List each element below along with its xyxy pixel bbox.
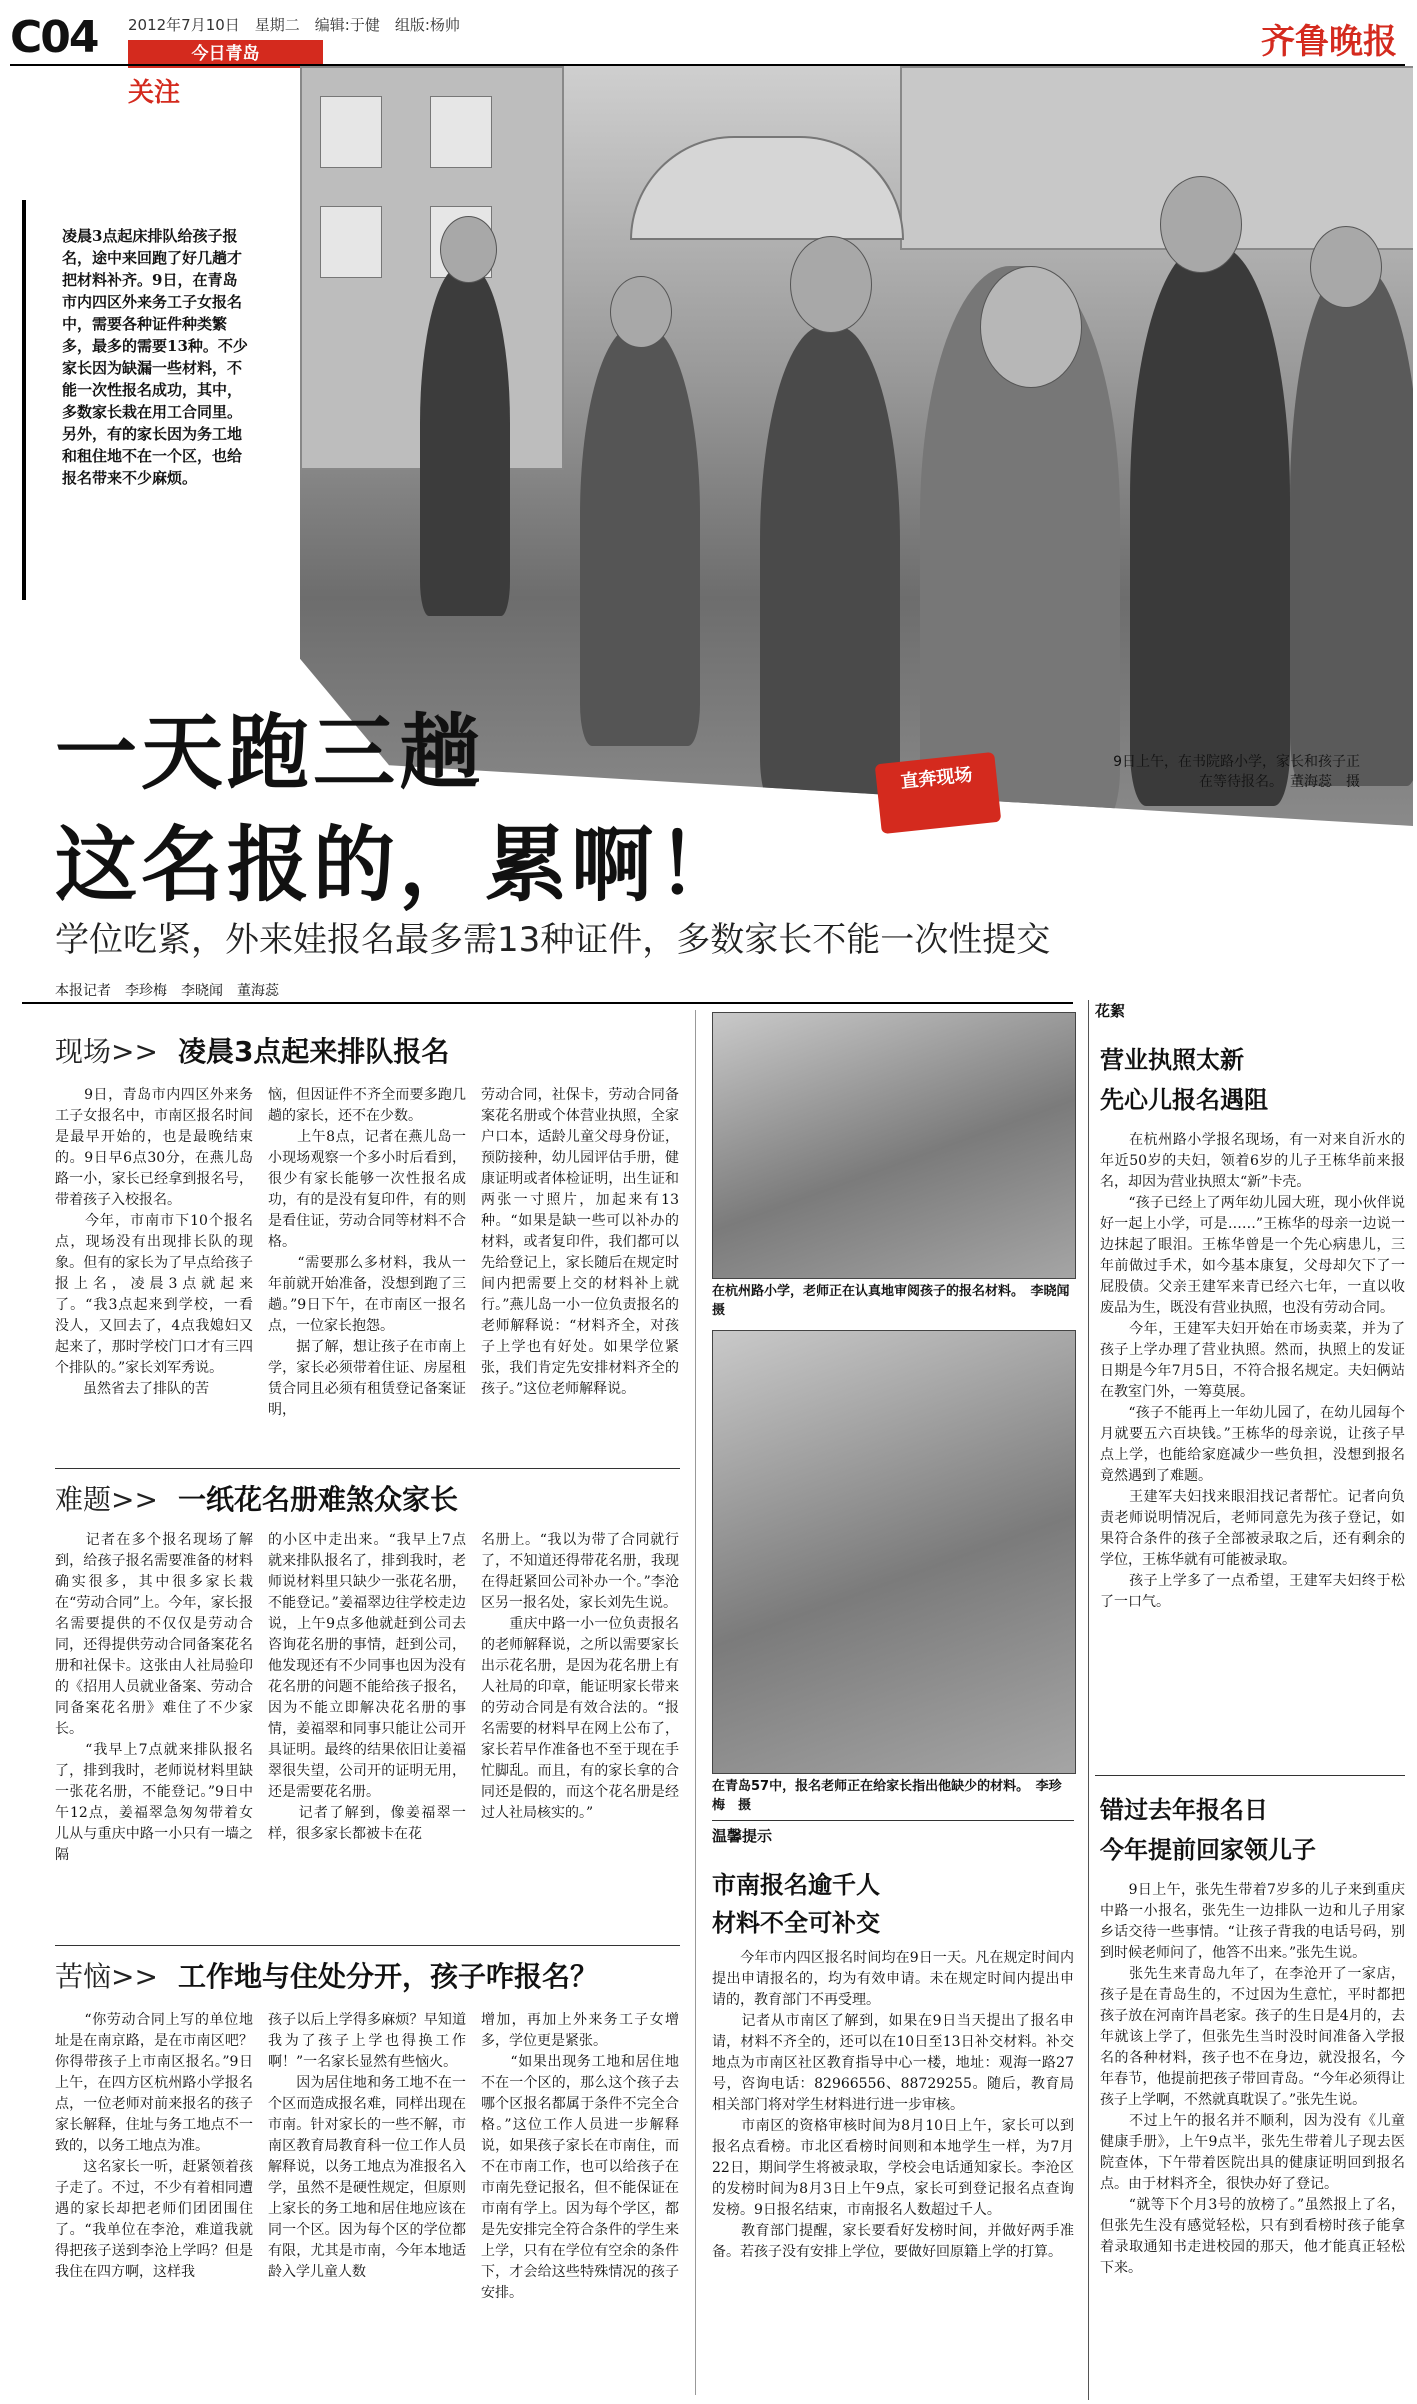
section-title: 一纸花名册难煞众家长	[177, 1483, 458, 1516]
section-rule	[55, 1945, 680, 1946]
section-head-3	[55, 1955, 598, 1995]
section-title: 工作地与住处分开，孩子咋报名？	[177, 1960, 598, 1993]
sidebar-story-1: 在杭州路小学报名现场，有一对来自沂水的年近50岁的夫妇，领着6岁的儿子王栋华前来报名，却因为营业执照太“新”卡壳。 “孩子已经上了两年幼儿园大班，现小伙伴说好一起上小学，可是……”王栋华的母亲一边说一边抹起了眼泪。王栋华曾是一个先心病患儿，三年前做过手术，如今基本康复，父母却欠下了一屁股债。父亲王建军来青已经六七年，一直以收废品为生，既没有营业执照，也没有劳动合同。 今年，王建军夫妇开始在市场卖菜，并为了孩子上学办理了营业执照。然而，执照上的发证日期是今年7月5日，不符合报名规定。夫妇俩站在教室门外，一筹莫展。 “孩子不能再上一年幼儿园了，在幼儿园每个月就要五六百块钱。”王栋华的母亲说，让孩子早点上学，也能给家庭减少一些负担，没想到报名竟然遇到了难题。 王建军夫妇找来眼泪找记者帮忙。记者向负责老师说明情况后，老师同意先为孩子登记，如果符合条件的孩子全部被录取之后，还有剩余的学位，王栋华就有可能被录取。 孩子上学多了一点希望，王建军夫妇终于松了一口气。	[1100, 1132, 1405, 1610]
face	[1160, 176, 1242, 273]
face	[790, 236, 872, 333]
article-column: 孩子以后上学得多麻烦？早知道我为了孩子上学也得换工作啊！”一名家长显然有些恼火。 因为居住地和务工地不在一个区而造成报名难，同样出现在市南。针对家长的一些不解，市南区教育局教育科一位工作人员解释说，以务工地点为准报名入学，虽然不是硬性规定，但原则上家长的务工地和居住地应该在同一个区。因为每个区的学位都有限，尤其是市南，今年本地适龄入学儿童人数	[268, 2012, 466, 2280]
article-column: 记者在多个报名现场了解到，给孩子报名需要准备的材料确实很多，其中很多家长栽在“劳动合同”上。今年，家长报名需要提供的不仅仅是劳动合同，还得提供劳动合同备案花名册和社保卡。这张由人社局验印的《招用人员就业备案、劳动合同备案花名册》难住了不少家长。 “我早上7点就来排队报名了，排到我时，老师说材料里缺一张花名册，不能登记。”9日中午12点，姜福翠急匆匆带着女儿从与重庆中路一小只有一墙之隔	[55, 1532, 253, 1863]
sidebar-headline-2b: 今年提前回家领儿子	[1100, 1836, 1316, 1864]
tip-label: 温馨提示	[712, 1827, 773, 1845]
header-rule	[10, 64, 1405, 66]
column-rule	[695, 1010, 696, 2395]
article-column: 名册上。“我以为带了合同就行了，不知道还得带花名册，我现在得赶紧回公司补办一个。”李沧区另一报名处，家长刘先生说。 重庆中路一小一位负责报名的老师解释说，之所以需要家长出示花名册，是因为花名册上有人社局的印章，能证明家长带来的劳动合同是有效合法的。“报名需要的材料早在网上公布了，家长若早作准备也不至于现在手忙脚乱。而且，有的家长拿的合同还是假的，而这个花名册是经过人社局核实的。”	[481, 1532, 679, 1821]
sidebar-label: 花絮	[1095, 1002, 1126, 1020]
face	[610, 276, 672, 348]
face	[980, 266, 1082, 388]
umbrella	[630, 136, 904, 240]
sidebar-story-2: 9日上午，张先生带着7岁多的儿子来到重庆中路一小报名，张先生一边排队一边和儿子用家乡话交待一些事情。“让孩子背我的电话号码，别到时候老师问了，他答不出来。”张先生说。 张先生来青岛九年了，在李沧开了一家店，孩子是在青岛生的，不过因为生意忙，平时都把孩子放在河南许昌老家。孩子的生日是4月的，去年就该上学了，但张先生当时没时间准备入学报名的各种材料，孩子也不在身边，就没报名，今年春节，他提前把孩子带回青岛。“今年必须得让孩子上学啊，不然就真耽误了。”张先生说。 不过上午的报名并不顺利，因为没有《儿童健康手册》，上午9点半，张先生带着儿子现去医院查体，下午带着医院出具的健康证明回到报名点。由于材料齐全，很快办好了登记。 “就等下个月3号的放榜了。”虽然报上了名，但张先生没有感觉轻松，只有到看榜时孩子能拿着录取通知书走进校园的那天，他才能真正轻松下来。	[1100, 1882, 1405, 2276]
section-title: 凌晨3点起来排队报名	[177, 1035, 450, 1068]
tip-headline-2: 材料不全可补交	[712, 1909, 880, 1937]
headline-line-1: 一天跑三趟	[55, 705, 486, 801]
person	[1290, 266, 1413, 786]
article-column: 的小区中走出来。“我早上7点就来排队报名了，排到我时，老师说材料里只缺少一张花名册，不能登记。”姜福翠边往学校走边说，上午9点多他就赶到公司去咨询花名册的事情，赶到公司，他发现还有不少同事也因为没有花名册的问题不能给孩子报名，因为不能立即解决花名册的事情，姜福翠和同事只能让公司开具证明。最终的结果依旧让姜福翠很失望，公司开的证明无用，还是需要花名册。 记者了解到，像姜福翠一样，很多家长都被卡在花	[268, 1532, 466, 1842]
tip-body: 今年市内四区报名时间均在9日一天。凡在规定时间内提出申请报名的，均为有效申请。未在规定时间内提出申请的，教育部门不再受理。 记者从市南区了解到，如果在9日当天提出了报名申请，材料不齐全的，还可以在10日至13日补交材料。补交地点为市南区社区教育指导中心一楼，地址：观海一路27号，咨询电话：82966556、88729255。随后，教育局相关部门将对学生材料进行进一步审核。 市南区的资格审核时间为8月10日上午，家长可以到报名点看榜。市北区看榜时间则和本地学生一样，为7月22日，期间学生将被录取，学校会电话通知家长。李沧区的发榜时间为8月3日上午9点，家长可到登记报名点查询发榜。9日报名结束，市南报名人数超过千人。 教育部门提醒，家长要看好发榜时间，并做好两手准备。若孩子没有安排上学位，要做好回原籍上学的打算。	[712, 1950, 1074, 2260]
tip-headline-1: 市南报名逾千人	[712, 1871, 880, 1899]
column-rule	[1088, 1000, 1089, 2400]
article-column: “你劳动合同上写的单位地址是在南京路，是在市南区吧？你得带孩子上市南区报名。”9日上午，在四方区杭州路小学报名点，一位老师对前来报名的孩子家长解释，住址与务工地点不一致的，以务工地点为准。 这名家长一听，赶紧领着孩子走了。不过，不少有着相同遭遇的家长却把老师们团团围住了。“我单位在李沧，难道我就得把孩子送到李沧上学吗？但是我住在四方啊，这样我	[55, 2012, 253, 2280]
section-tag: 难题>>	[55, 1483, 158, 1516]
photo-caption: 在青岛57中，报名老师正在给家长指出他缺少的材料。 李珍梅 摄	[712, 1779, 1062, 1813]
intro-text: 凌晨3点起床排队给孩子报名，途中来回跑了好几趟才把材料补齐。9日，在青岛市内四区外来务工子女报名中，需要各种证件种类繁多，最多的需要13种。不少家长因为缺漏一些材料，不能一次性报名成功，其中，多数家长栽在用工合同里。另外，有的家长因为务工地和租住地不在一个区，也给报名带来不少麻烦。	[62, 227, 248, 487]
headline-line-2: 这名报的，累啊！	[55, 817, 744, 913]
article-column: 恼，但因证件不齐全而要多跑几趟的家长，还不在少数。 上午8点，记者在燕儿岛一小现场观察一个多小时后看到，很少有家长能够一次性报名成功，有的是没有复印件，有的则是看住证，劳动合同等材料不合格。 “需要那么多材料，我从一年前就开始准备，没想到跑了三趟。”9日下午，在市南区一报名点，一位家长抱怨。 据了解，想让孩子在市南上学，家长必须带着住证、房屋租赁合同且必须有租赁登记备案证明，	[268, 1087, 466, 1418]
article-column: 9日，青岛市内四区外来务工子女报名中，市南区报名时间是最早开始的，也是最晚结束的。9日早6点30分，在燕儿岛路一小，家长已经拿到报名号，带着孩子入校报名。 今年，市南市下10个报名点，现场没有出现排长队的现象。但有的家长为了早点给孩子报上名，凌晨3点就起来了。“我3点起来到学校，一看没人，又回去了，4点我媳妇又起来了，那时学校门口才有三四个排队的。”家长刘军秀说。 虽然省去了排队的苦	[55, 1087, 253, 1397]
face	[1310, 226, 1382, 308]
window	[430, 96, 492, 168]
window	[320, 96, 382, 168]
photo-57-middle-school	[712, 1330, 1076, 1774]
sidebar-headline-2a: 错过去年报名日	[1100, 1796, 1268, 1824]
person	[580, 326, 700, 746]
section-rule	[55, 1468, 680, 1469]
newspaper-logo: 齐鲁晚报	[1261, 22, 1397, 62]
sidebar-rule	[1095, 1775, 1405, 1776]
window	[320, 206, 382, 278]
section-head-2	[55, 1478, 458, 1518]
section-label: 今日青岛	[128, 40, 323, 68]
tip-rule	[712, 1820, 1074, 1821]
section-tag: 苦恼>>	[55, 1960, 158, 1993]
page-meta: 2012年7月10日 星期二 编辑:于健 组版:杨帅	[128, 16, 460, 34]
section-head-1	[55, 1030, 449, 1070]
sidebar-headline-1a: 营业执照太新	[1100, 1046, 1244, 1074]
section-sublabel: 关注	[128, 78, 181, 108]
headline-rule	[22, 1002, 1073, 1004]
photo-hangzhou-road-school	[712, 1012, 1076, 1279]
article-column: 劳动合同，社保卡，劳动合同备案花名册或个体营业执照，全家户口本，适龄儿童父母身份证，预防接种，幼儿园评估手册，健康证明或者体检证明，出生证和两张一寸照片，加起来有13种。“如果是缺一些可以补办的材料，或者复印件，我们都可以先给登记上，家长随后在规定时间内把需要上交的材料补上就行。”燕儿岛一小一位负责报名的老师解释说：“材料齐全，对孩子上学也有好处。如果学位紧张，我们肯定先安排材料齐全的孩子。”这位老师解释说。	[481, 1087, 679, 1397]
building	[900, 66, 1413, 250]
face	[440, 216, 497, 283]
sidebar-headline-1b: 先心儿报名遇阻	[1100, 1086, 1268, 1114]
photo-caption: 9日上午，在书院路小学，家长和孩子正在等待报名。 董海蕊 摄	[1113, 754, 1360, 790]
person	[420, 266, 510, 616]
section-tag: 现场>>	[55, 1035, 158, 1068]
article-column: 增加，再加上外来务工子女增多，学位更是紧张。 “如果出现务工地和居住地不在一个区的，那么这个孩子去哪个区报名都属于条件不完全合格。”这位工作人员进一步解释说，如果孩子家长在市南住，而不在市南工作，也可以给孩子在市南先登记报名，但不能保证在市南有学上。因为每个学区，都是先安排完全符合条件的学生来上学，只有在学位有空余的条件下，才会给这些特殊情况的孩子安排。	[481, 2012, 679, 2301]
byline: 本报记者 李珍梅 李晓闻 董海蕊	[55, 983, 279, 999]
photo-caption: 在杭州路小学，老师正在认真地审阅孩子的报名材料。 李晓闻 摄	[712, 1284, 1083, 1318]
person	[1130, 246, 1290, 806]
subheadline: 学位吃紧，外来娃报名最多需13种证件，多数家长不能一次性提交	[55, 920, 1051, 960]
page-number: C04	[10, 12, 98, 63]
intro-rule	[22, 200, 26, 600]
live-report-badge: 直奔现场	[875, 752, 1002, 834]
person	[760, 326, 900, 806]
